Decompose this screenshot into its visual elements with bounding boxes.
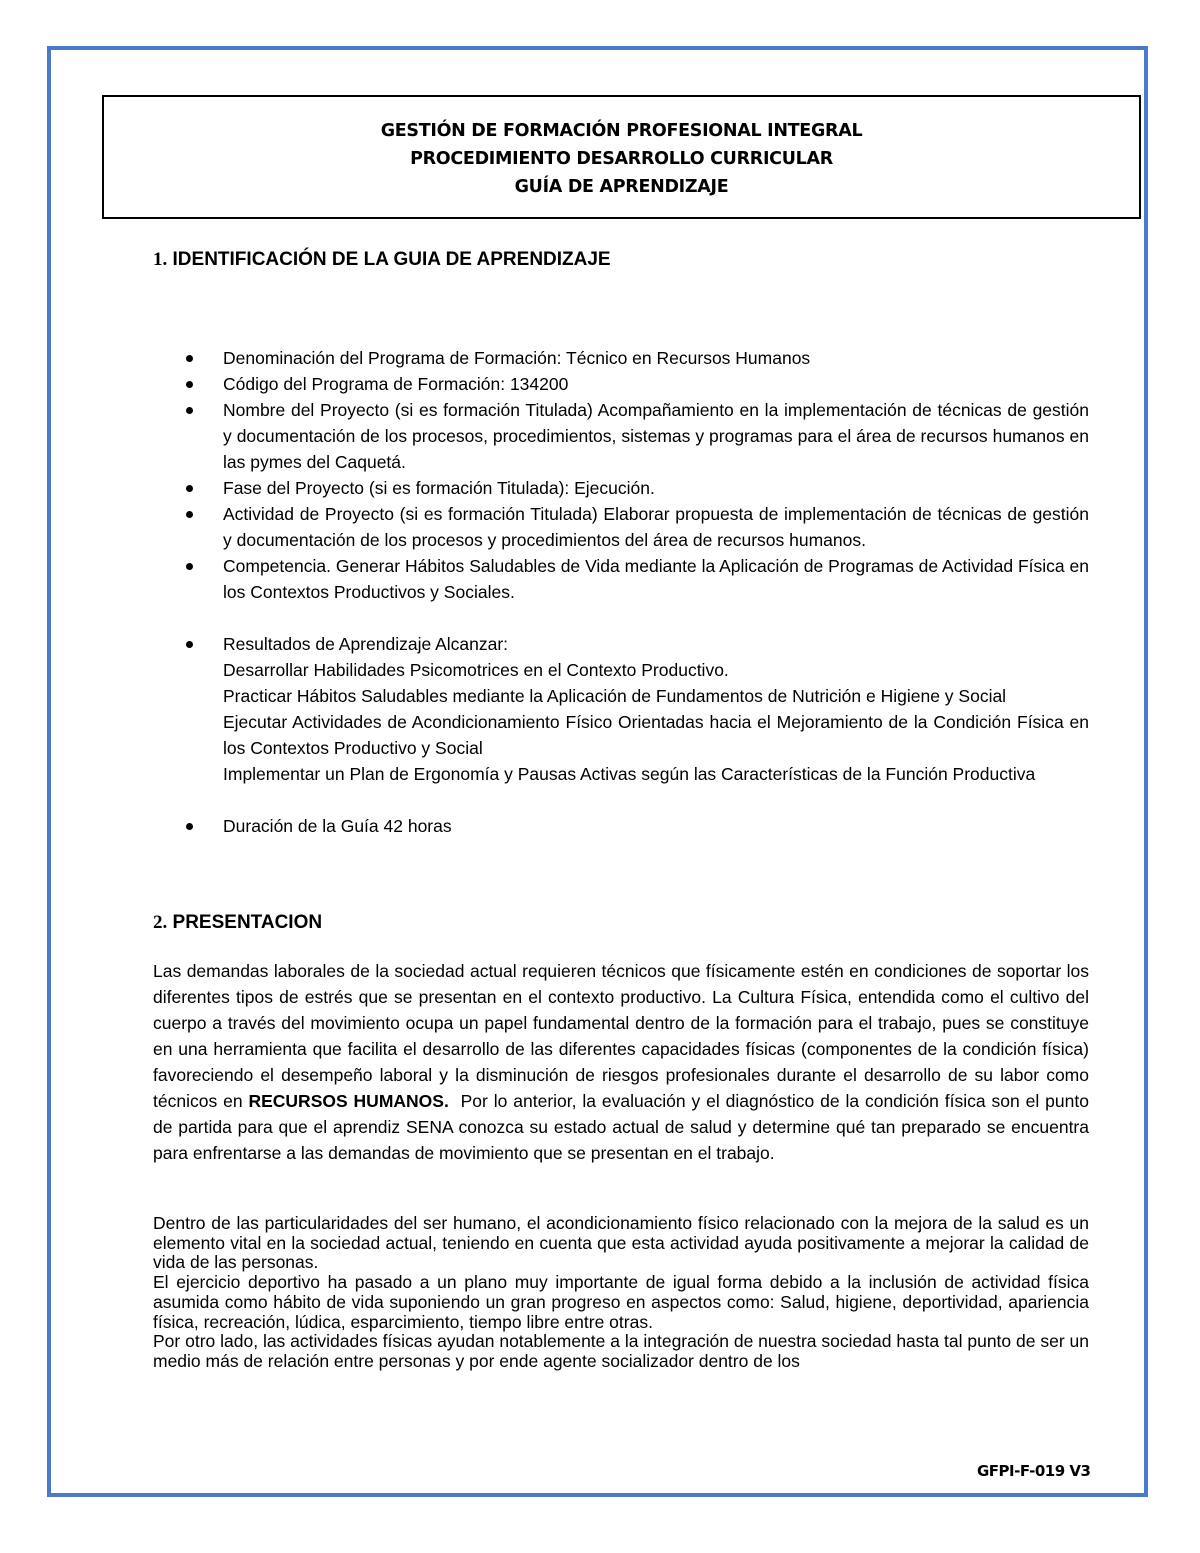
bullet-icon <box>186 823 193 830</box>
learning-results-item <box>223 631 1089 787</box>
presentation-body <box>153 1214 1089 1372</box>
section-1-title-text: IDENTIFICACIÓN DE LA GUIA DE APRENDIZAJE <box>172 249 611 270</box>
learning-result: Desarrollar Habilidades Psicomotrices en el Contexto Productivo. <box>223 660 729 680</box>
learning-result: Ejecutar Actividades de Acondicionamiento Físico Orientadas hacia el Mejoramiento de la Condición Física en los Contextos Productivo y Social <box>223 712 1089 758</box>
document-header <box>102 95 1141 219</box>
list-item: Actividad de Proyecto (si es formación Titulada) Elaborar propuesta de implementación de técnicas de gestión y documentación de los procesos y procedimientos del área de recursos humanos. <box>223 501 1089 553</box>
bullet-icon <box>186 563 193 570</box>
presentation-paragraph-4: Por otro lado, las actividades físicas ayudan notablemente a la integración de nuestra sociedad hasta tal punto de ser un medio más de relación entre personas y por ende agente socializador dentro de los <box>153 1331 1089 1371</box>
section-2-number: 2. <box>153 912 168 933</box>
bullet-icon <box>186 407 193 414</box>
list-item: Competencia. Generar Hábitos Saludables de Vida mediante la Aplicación de Programas de Actividad Física en los Contextos Productivos y Sociales. <box>223 553 1089 605</box>
bullet-icon <box>186 641 193 648</box>
duration-item: Duración de la Guía 42 horas <box>223 813 1089 839</box>
presentation-paragraph-2: Dentro de las particularidades del ser humano, el acondicionamiento físico relacionado con la mejora de la salud es un elemento vital en la sociedad actual, teniendo en cuenta que esta actividad ayuda positivamente a mejorar la calidad de vida de las personas. <box>153 1213 1089 1273</box>
presentation-paragraph-3: El ejercicio deportivo ha pasado a un plano muy importante de igual forma debido a la inclusión de actividad física asumida como hábito de vida suponiendo un gran progreso en aspectos como: Salud, higiene, deportividad, apariencia física, recreación, lúdica, esparcimiento, tiempo libre entre otras. <box>153 1272 1089 1332</box>
bullet-icon <box>186 485 193 492</box>
list-item: Código del Programa de Formación: 134200 <box>223 371 1089 397</box>
section-1-number: 1. <box>153 249 168 270</box>
presentation-paragraph-1: Las demandas laborales de la sociedad actual requieren técnicos que físicamente estén en condiciones de soportar los diferentes tipos de estrés que se presentan en el contexto productivo. La Cultura Física, entendida como el cultivo del cuerpo a través del movimiento ocupa un papel fundamental dentro de la formación para el trabajo, pues se constituye en una herramienta que facilita el desarrollo de las diferentes capacidades físicas (componentes de la condición física) favoreciendo el desempeño laboral y la disminución de riesgos profesionales durante el desarrollo de su labor como técnicos en RECURSOS HUMANOS. Por lo anterior, la evaluación y el diagnóstico de la condición física son el punto de partida para que el aprendiz SENA conozca su estado actual de salud y determine qué tan preparado se encuentra para enfrentarse a las demandas de movimiento que se presentan en el trabajo. <box>153 961 1089 1163</box>
list-item: Fase del Proyecto (si es formación Titulada): Ejecución. <box>223 475 1089 501</box>
section-2-title <box>153 912 322 934</box>
header-line-2: PROCEDIMIENTO DESARROLLO CURRICULAR <box>410 149 833 169</box>
header-line-3: GUÍA DE APRENDIZAJE <box>514 177 729 197</box>
section-2-title-text: PRESENTACION <box>172 912 323 933</box>
section-1-title <box>153 249 611 271</box>
bullet-icon <box>186 511 193 518</box>
list-item: Nombre del Proyecto (si es formación Titulada) Acompañamiento en la implementación de técnicas de gestión y documentación de los procesos, procedimientos, sistemas y programas para el área de recursos humanos en las pymes del Caquetá. <box>223 397 1089 475</box>
highlight-recursos-humanos: RECURSOS HUMANOS. <box>248 1091 449 1111</box>
identification-list <box>223 345 1089 839</box>
list-item: Denominación del Programa de Formación: Técnico en Recursos Humanos <box>223 345 1089 371</box>
form-code: GFPI-F-019 V3 <box>977 1462 1091 1480</box>
header-line-1: GESTIÓN DE FORMACIÓN PROFESIONAL INTEGRAL <box>380 121 863 141</box>
learning-results-label: Resultados de Aprendizaje Alcanzar: <box>223 634 509 654</box>
learning-result: Practicar Hábitos Saludables mediante la Aplicación de Fundamentos de Nutrición e Higiene y Social <box>223 686 1007 706</box>
learning-result: Implementar un Plan de Ergonomía y Pausas Activas según las Características de la Función Productiva <box>223 764 1036 784</box>
bullet-icon <box>186 381 193 388</box>
bullet-icon <box>186 355 193 362</box>
